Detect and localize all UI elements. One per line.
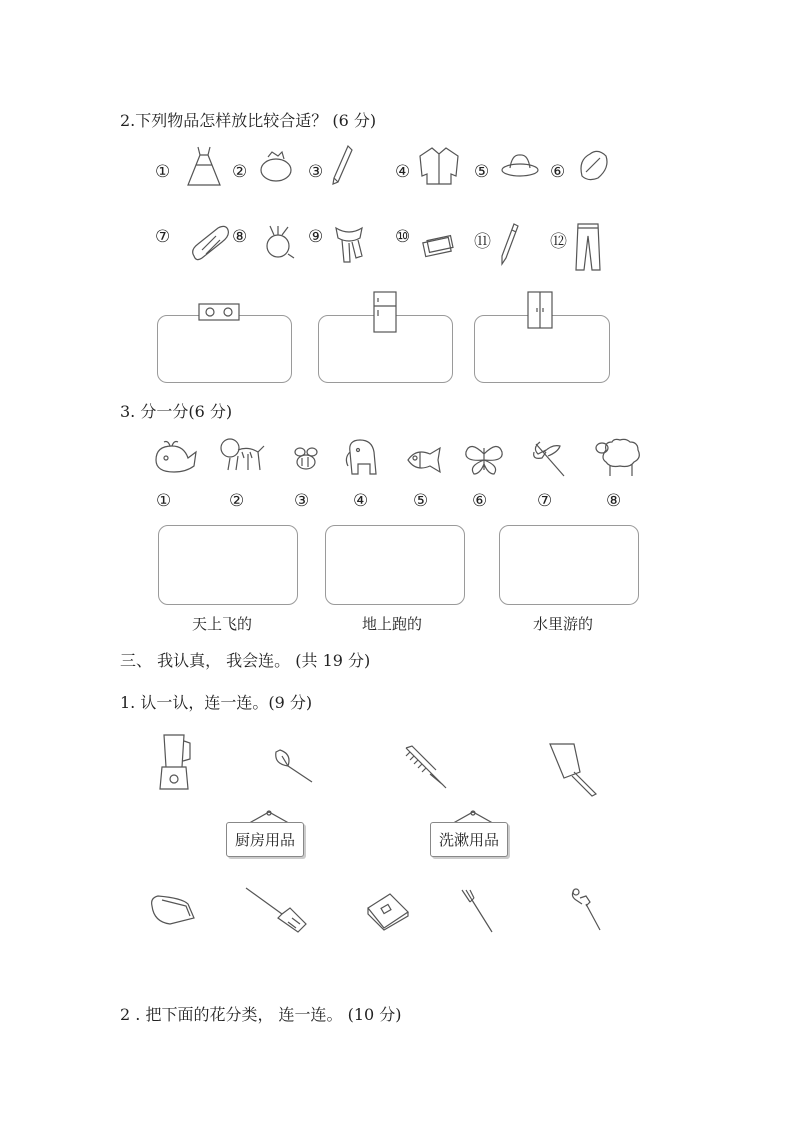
q2-num-12: ⑫ (550, 232, 567, 252)
q2-num-4: ④ (395, 162, 411, 182)
swim-box[interactable] (499, 525, 639, 605)
whisk-icon (272, 748, 316, 786)
hat-icon (500, 152, 540, 178)
money-icon (422, 234, 454, 258)
q3-num-8: ⑧ (606, 491, 622, 511)
jacket-icon (418, 146, 460, 186)
butterfly-icon (462, 440, 508, 476)
fork-icon (460, 888, 496, 936)
dress-icon (184, 145, 224, 189)
whale-icon (152, 440, 198, 476)
soap-icon (362, 890, 412, 932)
q3-num-4: ④ (353, 491, 369, 511)
q2-num-1: ① (155, 162, 171, 182)
comb-icon (402, 744, 450, 790)
elephant-icon (342, 436, 382, 480)
fly-box[interactable] (158, 525, 298, 605)
q2-num-2: ② (232, 162, 248, 182)
caption-swim: 水里游的 (533, 615, 594, 633)
q3-title: 3. 分一分(6 分) (120, 402, 233, 421)
q2-num-8: ⑧ (232, 227, 248, 247)
fish-icon (406, 446, 442, 474)
sausage-icon (188, 222, 232, 262)
pencil-icon (330, 144, 354, 186)
s3q2-title: 2 . 把下面的花分类， 连一连。 (10 分) (120, 1005, 402, 1024)
pants-icon (574, 222, 602, 272)
s3q1-title: 1. 认一认，连一连。(9 分) (120, 693, 313, 712)
q3-num-6: ⑥ (472, 491, 488, 511)
wardrobe-icon (526, 290, 556, 330)
bee-icon (290, 444, 322, 474)
q3-num-1: ① (156, 491, 172, 511)
q2-num-9: ⑨ (308, 227, 324, 247)
dragonfly-icon (530, 438, 570, 480)
q3-num-3: ③ (294, 491, 310, 511)
run-box[interactable] (325, 525, 465, 605)
section3-title: 三、 我认真， 我会连。 (共 19 分) (120, 651, 371, 670)
sheep-icon (594, 436, 644, 478)
q2-num-6: ⑥ (550, 162, 566, 182)
q3-num-7: ⑦ (537, 491, 553, 511)
eggplant-icon (258, 148, 294, 184)
stove-icon (198, 302, 242, 322)
pen-icon (498, 222, 520, 266)
sign-washroom[interactable]: 洗漱用品 (430, 822, 508, 857)
q2-title: 2.下列物品怎样放比较合适？ (6 分) (120, 111, 377, 130)
radish-icon (262, 224, 296, 260)
q2-num-7: ⑦ (155, 227, 171, 247)
q2-num-11: ⑪ (474, 232, 491, 252)
towel-icon (148, 892, 198, 928)
fridge-icon (372, 290, 400, 334)
toothbrush-icon (566, 886, 604, 934)
blender-icon (156, 733, 192, 793)
sign-kitchen[interactable]: 厨房用品 (226, 822, 304, 857)
tiger-icon (218, 436, 270, 476)
cleaver-icon (546, 740, 602, 798)
q2-num-10: ⑩ (395, 227, 411, 247)
stove-box[interactable] (157, 315, 292, 383)
caption-fly: 天上飞的 (192, 615, 253, 633)
q2-num-5: ⑤ (474, 162, 490, 182)
q2-num-3: ③ (308, 162, 324, 182)
q3-num-5: ⑤ (413, 491, 429, 511)
spatula-icon (242, 884, 310, 936)
cabbage-icon (576, 146, 610, 182)
scarf-icon (332, 222, 366, 266)
caption-run: 地上跑的 (362, 615, 423, 633)
q3-num-2: ② (229, 491, 245, 511)
